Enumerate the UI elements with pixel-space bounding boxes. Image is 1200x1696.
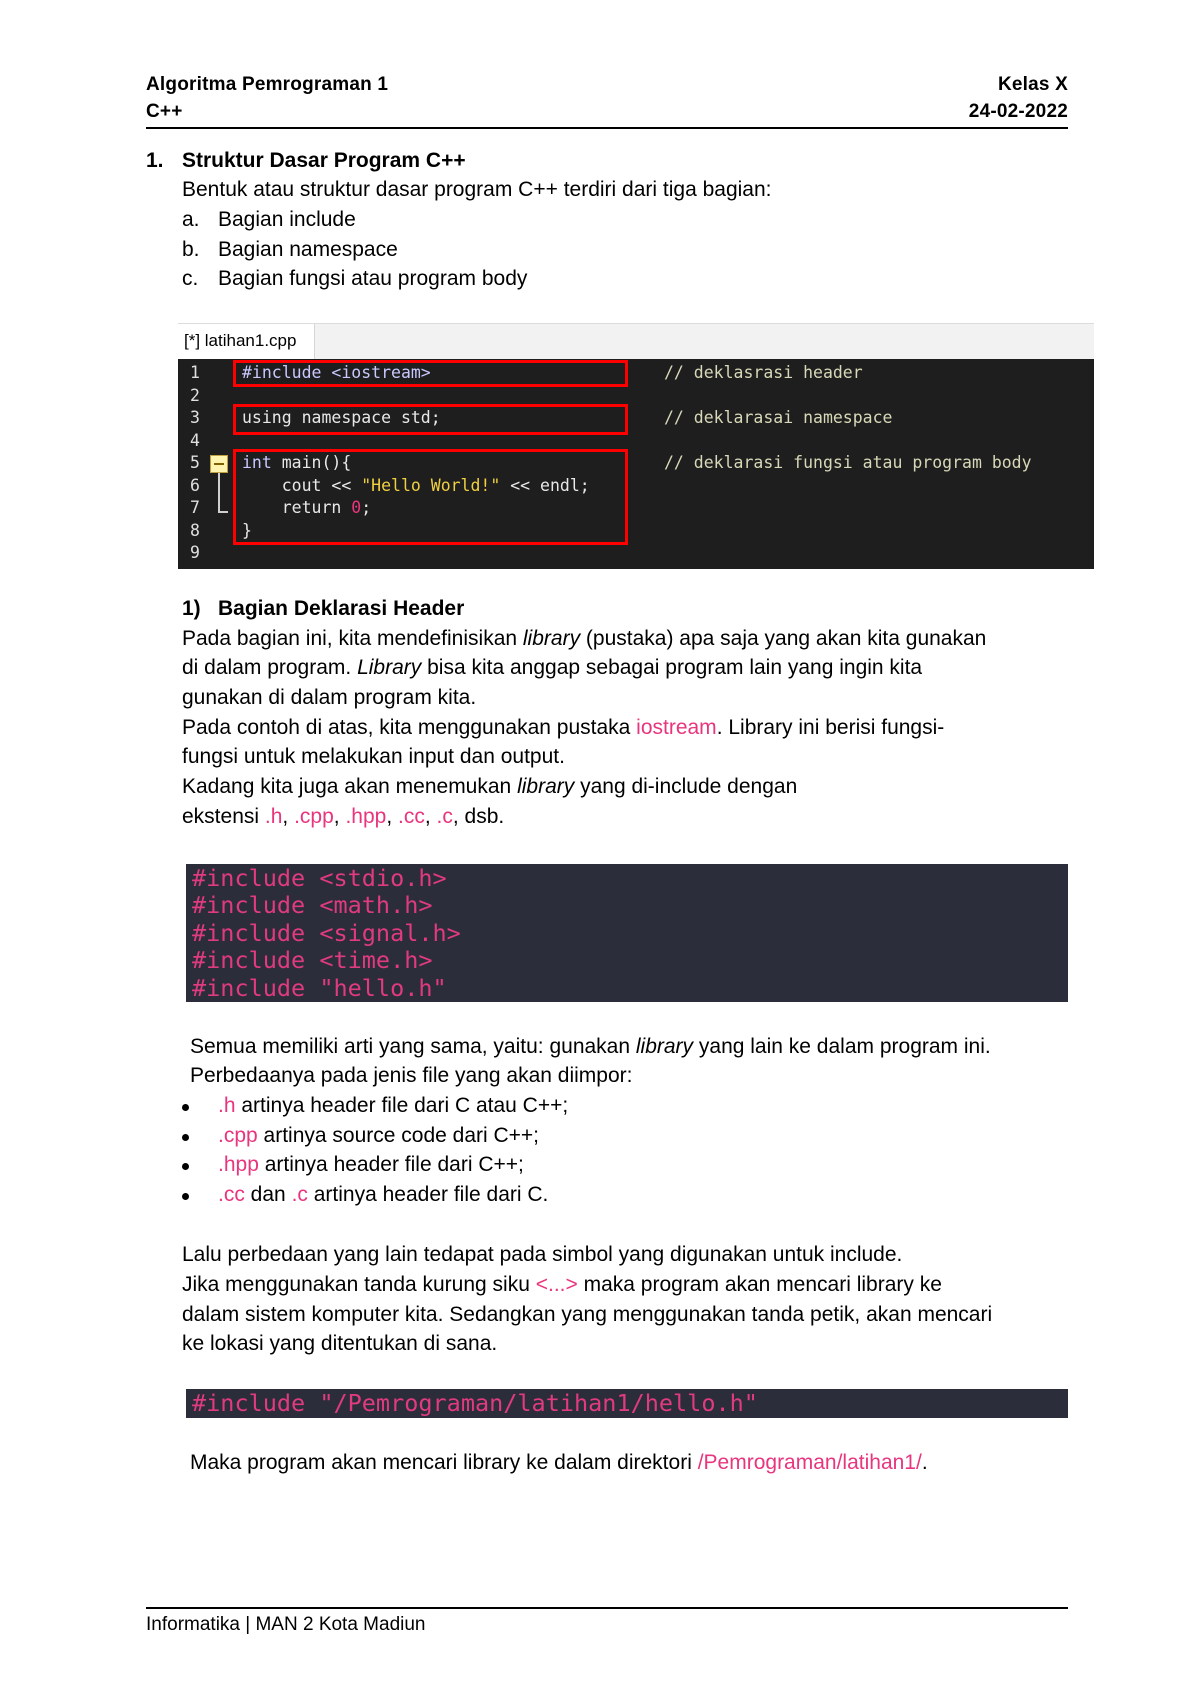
text: , dsb. bbox=[452, 805, 505, 828]
text: . bbox=[921, 1451, 928, 1474]
text: Kadang kita juga akan menemukan bbox=[182, 775, 518, 798]
code-editor bbox=[178, 359, 1094, 569]
line-number: 8 bbox=[190, 521, 200, 540]
text: Pada contoh di atas, kita menggunakan pustaka bbox=[182, 716, 637, 739]
text: yang di-include dengan bbox=[574, 775, 798, 798]
text: artinya header file dari C. bbox=[307, 1183, 549, 1206]
bullet-dot bbox=[182, 1104, 189, 1111]
section-intro: Bentuk atau struktur dasar program C++ terdiri dari tiga bagian: bbox=[182, 178, 772, 201]
section-number: 1. bbox=[146, 149, 164, 172]
text: . Library ini berisi fungsi- bbox=[716, 716, 945, 739]
class-label: Kelas X bbox=[997, 74, 1068, 95]
text: Semua memiliki arti yang sama, yaitu: gunakan bbox=[190, 1035, 636, 1058]
code-comment: // deklarasai namespace bbox=[664, 408, 893, 427]
code-text: return bbox=[242, 498, 352, 517]
code-comment: // deklasrasi header bbox=[664, 363, 863, 382]
line-number: 2 bbox=[190, 386, 200, 405]
text: maka program akan mencari library ke bbox=[577, 1273, 942, 1296]
code-line: #include <math.h> bbox=[192, 891, 433, 919]
bullet-dot bbox=[182, 1193, 189, 1200]
code-text: #include <iostream> bbox=[242, 363, 431, 382]
bullet-item bbox=[218, 1150, 524, 1180]
code-number: 0 bbox=[351, 498, 362, 517]
bullet-item bbox=[218, 1091, 568, 1121]
header-rule bbox=[146, 127, 1068, 129]
list-item: Bagian namespace bbox=[218, 238, 398, 261]
text: yang lain ke dalam program ini. bbox=[693, 1035, 991, 1058]
text: Jika menggunakan tanda kurung siku bbox=[182, 1273, 536, 1296]
separator: , bbox=[424, 805, 437, 828]
code-text: ; bbox=[361, 498, 372, 517]
highlight-box-header bbox=[233, 360, 628, 387]
paragraph-line bbox=[182, 624, 986, 654]
paragraph-line bbox=[182, 802, 504, 832]
editor-tab-bar bbox=[178, 323, 1094, 359]
text: Pada bagian ini, kita mendefinisikan bbox=[182, 627, 523, 650]
line-number: 5 bbox=[190, 453, 200, 472]
paragraph-line bbox=[190, 1448, 928, 1478]
line-number: 3 bbox=[190, 408, 200, 427]
text: artinya header file dari C++; bbox=[258, 1153, 524, 1176]
code-line: #include "/Pemrograman/latihan1/hello.h" bbox=[192, 1389, 758, 1417]
paragraph-line: Lalu perbedaan yang lain tedapat pada simbol yang digunakan untuk include. bbox=[182, 1243, 903, 1266]
extension: .h bbox=[264, 805, 283, 828]
bullet-dot bbox=[182, 1134, 189, 1141]
code-line-close: } bbox=[242, 521, 252, 540]
text: dan bbox=[244, 1183, 292, 1206]
code-keyword: int bbox=[242, 453, 272, 472]
doc-subtitle: C++ bbox=[146, 101, 183, 122]
path-include-block bbox=[186, 1389, 1068, 1418]
subsection-heading: Bagian Deklarasi Header bbox=[218, 597, 465, 620]
directory-path: /Pemrograman/latihan1/ bbox=[697, 1451, 922, 1474]
fold-guide-end bbox=[218, 511, 228, 513]
editor-tab: [*] latihan1.cpp bbox=[178, 324, 315, 360]
paragraph-line: gunakan di dalam program kita. bbox=[182, 686, 477, 709]
separator: , bbox=[333, 805, 346, 828]
code-line: #include <time.h> bbox=[192, 946, 433, 974]
text-italic: library bbox=[522, 627, 581, 650]
text: bisa kita anggap sebagai program lain yang ingin kita bbox=[421, 656, 923, 679]
extension: .cpp bbox=[218, 1124, 258, 1147]
list-marker: c. bbox=[182, 267, 199, 290]
section-heading: Struktur Dasar Program C++ bbox=[182, 149, 466, 172]
bullet-item bbox=[218, 1121, 539, 1151]
library-name: iostream bbox=[636, 716, 717, 739]
extension: .c bbox=[436, 805, 453, 828]
extension: .cc bbox=[218, 1183, 245, 1206]
line-number: 1 bbox=[190, 363, 200, 382]
extension: .c bbox=[291, 1183, 308, 1206]
paragraph-line bbox=[182, 1270, 942, 1300]
list-item: Bagian include bbox=[218, 208, 356, 231]
paragraph-line: dalam sistem komputer kita. Sedangkan yang menggunakan tanda petik, akan mencari bbox=[182, 1303, 993, 1326]
footer-rule bbox=[146, 1607, 1068, 1609]
fold-toggle-icon[interactable] bbox=[210, 455, 228, 473]
code-string: "Hello World!" bbox=[361, 476, 501, 495]
code-text: << endl; bbox=[500, 476, 590, 495]
extension: .hpp bbox=[218, 1153, 259, 1176]
code-text: cout << bbox=[242, 476, 362, 495]
paragraph-line: ke lokasi yang ditentukan di sana. bbox=[182, 1332, 498, 1355]
paragraph-line bbox=[182, 653, 922, 683]
text: di dalam program. bbox=[182, 656, 358, 679]
angle-bracket-symbol: <...> bbox=[535, 1273, 578, 1296]
text: artinya source code dari C++; bbox=[257, 1124, 540, 1147]
list-marker: b. bbox=[182, 238, 200, 261]
doc-date: 24-02-2022 bbox=[968, 101, 1068, 122]
text: Maka program akan mencari library ke dalam direktori bbox=[190, 1451, 698, 1474]
highlight-box-body bbox=[233, 449, 628, 545]
text-italic: library bbox=[517, 775, 575, 798]
paragraph-line bbox=[190, 1032, 991, 1062]
text-italic: Library bbox=[357, 656, 422, 679]
text-italic: library bbox=[635, 1035, 694, 1058]
list-marker: a. bbox=[182, 208, 200, 231]
separator: , bbox=[386, 805, 398, 828]
text: (pustaka) apa saja yang akan kita gunakan bbox=[580, 627, 987, 650]
doc-title: Algoritma Pemrograman 1 bbox=[146, 74, 389, 95]
line-number: 6 bbox=[190, 476, 200, 495]
line-number: 9 bbox=[190, 543, 200, 562]
footer-text: Informatika | MAN 2 Kota Madiun bbox=[146, 1614, 426, 1635]
text: ekstensi bbox=[182, 805, 265, 828]
paragraph-line bbox=[182, 713, 944, 743]
highlight-box-namespace bbox=[233, 404, 628, 435]
line-number: 7 bbox=[190, 498, 200, 517]
paragraph-line: Perbedaanya pada jenis file yang akan diimpor: bbox=[190, 1064, 633, 1087]
extension: .hpp bbox=[345, 805, 387, 828]
bullet-dot bbox=[182, 1163, 189, 1170]
extension: .cc bbox=[397, 805, 425, 828]
line-number: 4 bbox=[190, 431, 200, 450]
subsection-number: 1) bbox=[182, 597, 201, 620]
code-line: #include <stdio.h> bbox=[192, 864, 447, 892]
extension: .h bbox=[218, 1094, 236, 1117]
paragraph-line bbox=[182, 772, 797, 802]
include-examples-block bbox=[186, 864, 1068, 1002]
bullet-item bbox=[218, 1180, 548, 1210]
code-line-namespace: using namespace std; bbox=[242, 408, 441, 427]
text: artinya header file dari C atau C++; bbox=[235, 1094, 569, 1117]
code-text: main(){ bbox=[271, 453, 352, 472]
fold-guide bbox=[218, 473, 220, 513]
list-item: Bagian fungsi atau program body bbox=[218, 267, 528, 290]
separator: , bbox=[282, 805, 295, 828]
extension: .cpp bbox=[294, 805, 334, 828]
code-line: #include "hello.h" bbox=[192, 974, 447, 1002]
paragraph-line: fungsi untuk melakukan input dan output. bbox=[182, 745, 565, 768]
code-line: #include <signal.h> bbox=[192, 919, 461, 947]
code-comment: // deklarasi fungsi atau program body bbox=[664, 453, 1032, 472]
